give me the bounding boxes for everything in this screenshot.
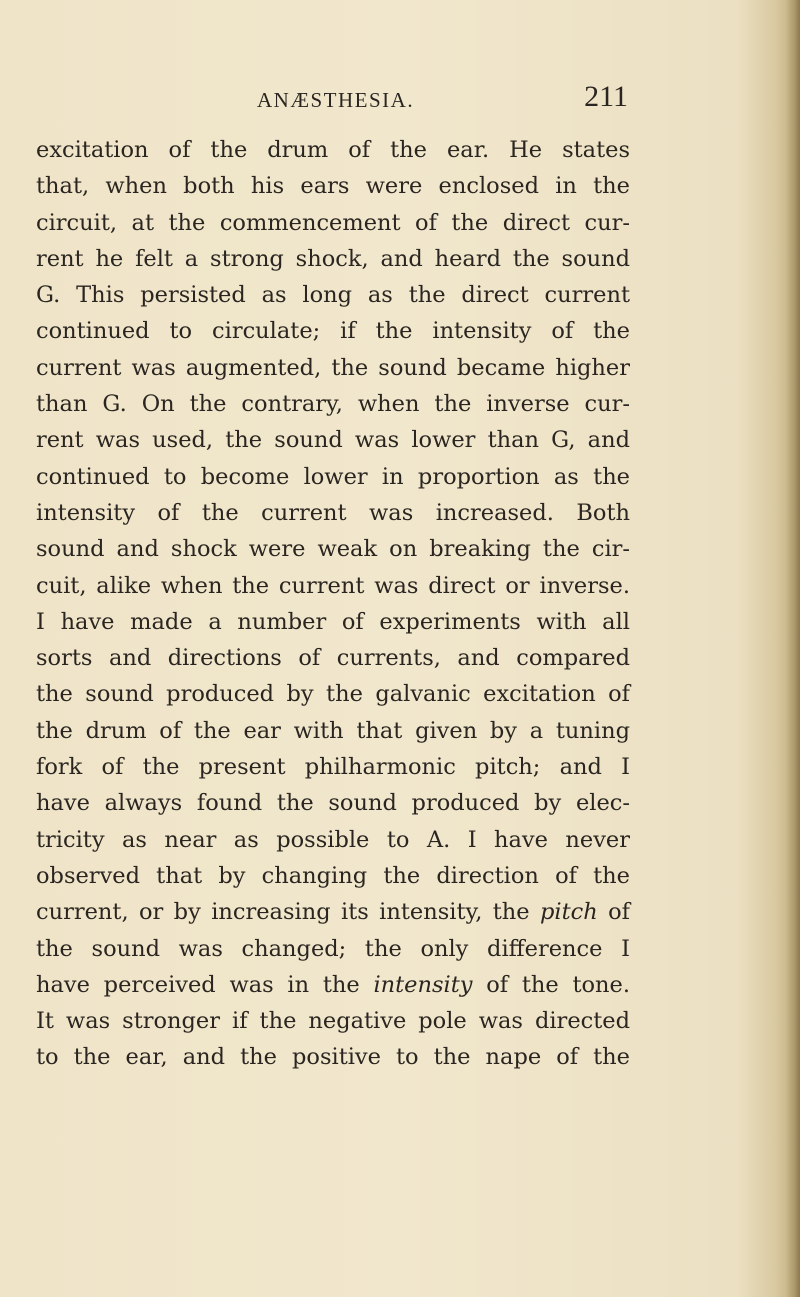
text-line: excitation of the drum of the ear. He states <box>36 137 630 163</box>
page-gutter-shadow <box>786 0 800 1297</box>
italic-word-intensity: intensity <box>373 971 473 998</box>
text-line: It was stronger if the negative pole was directed <box>36 1008 630 1035</box>
page-number: 211 <box>584 80 628 113</box>
italic-word-pitch: pitch <box>540 899 598 926</box>
text-line: the sound produced by the galvanic excitation of <box>36 681 630 708</box>
text-line: continued to circulate; if the intensity of the <box>36 318 630 345</box>
text-line: observed that by changing the direction of the <box>36 862 630 889</box>
text-run: of the tone. <box>472 971 630 998</box>
text-line: fork of the present philharmonic pitch; and I <box>36 754 630 781</box>
text-line: tricity as near as possible to A. I have never <box>36 826 630 853</box>
text-line: the sound was changed; the only difference I <box>36 935 630 962</box>
text-line: I have made a number of experiments with all <box>36 608 630 635</box>
text-run: current, or by increasing its intensity, the <box>36 899 540 926</box>
text-line: continued to become lower in proportion as the <box>36 463 630 490</box>
text-line-with-italic <box>36 967 630 1003</box>
text-line: rent he felt a strong shock, and heard the sound <box>36 245 630 272</box>
text-line: circuit, at the commencement of the direct cur- <box>36 209 630 236</box>
text-line: cuit, alike when the current was direct or inverse. <box>36 572 630 599</box>
text-line-with-italic <box>36 894 630 930</box>
text-line: than G. On the contrary, when the inverse cur- <box>36 391 630 418</box>
text-line: that, when both his ears were enclosed in the <box>36 173 630 200</box>
text-line: to the ear, and the positive to the nape of the <box>36 1044 630 1071</box>
running-head: ANÆSTHESIA. <box>257 88 415 112</box>
page-header <box>36 78 628 114</box>
text-line: intensity of the current was increased. Both <box>36 499 630 526</box>
text-run: of <box>597 899 630 926</box>
text-line: the drum of the ear with that given by a tuning <box>36 717 630 744</box>
text-line: sorts and directions of currents, and compared <box>36 645 630 672</box>
body-text <box>36 132 630 1076</box>
text-line: have always found the sound produced by elec- <box>36 790 630 817</box>
text-line: rent was used, the sound was lower than G, and <box>36 427 630 454</box>
text-line: sound and shock were weak on breaking the cir- <box>36 536 630 563</box>
text-run: have perceived was in the <box>36 971 374 998</box>
text-line: current was augmented, the sound became higher <box>36 354 630 381</box>
text-line: G. This persisted as long as the direct current <box>36 282 630 309</box>
